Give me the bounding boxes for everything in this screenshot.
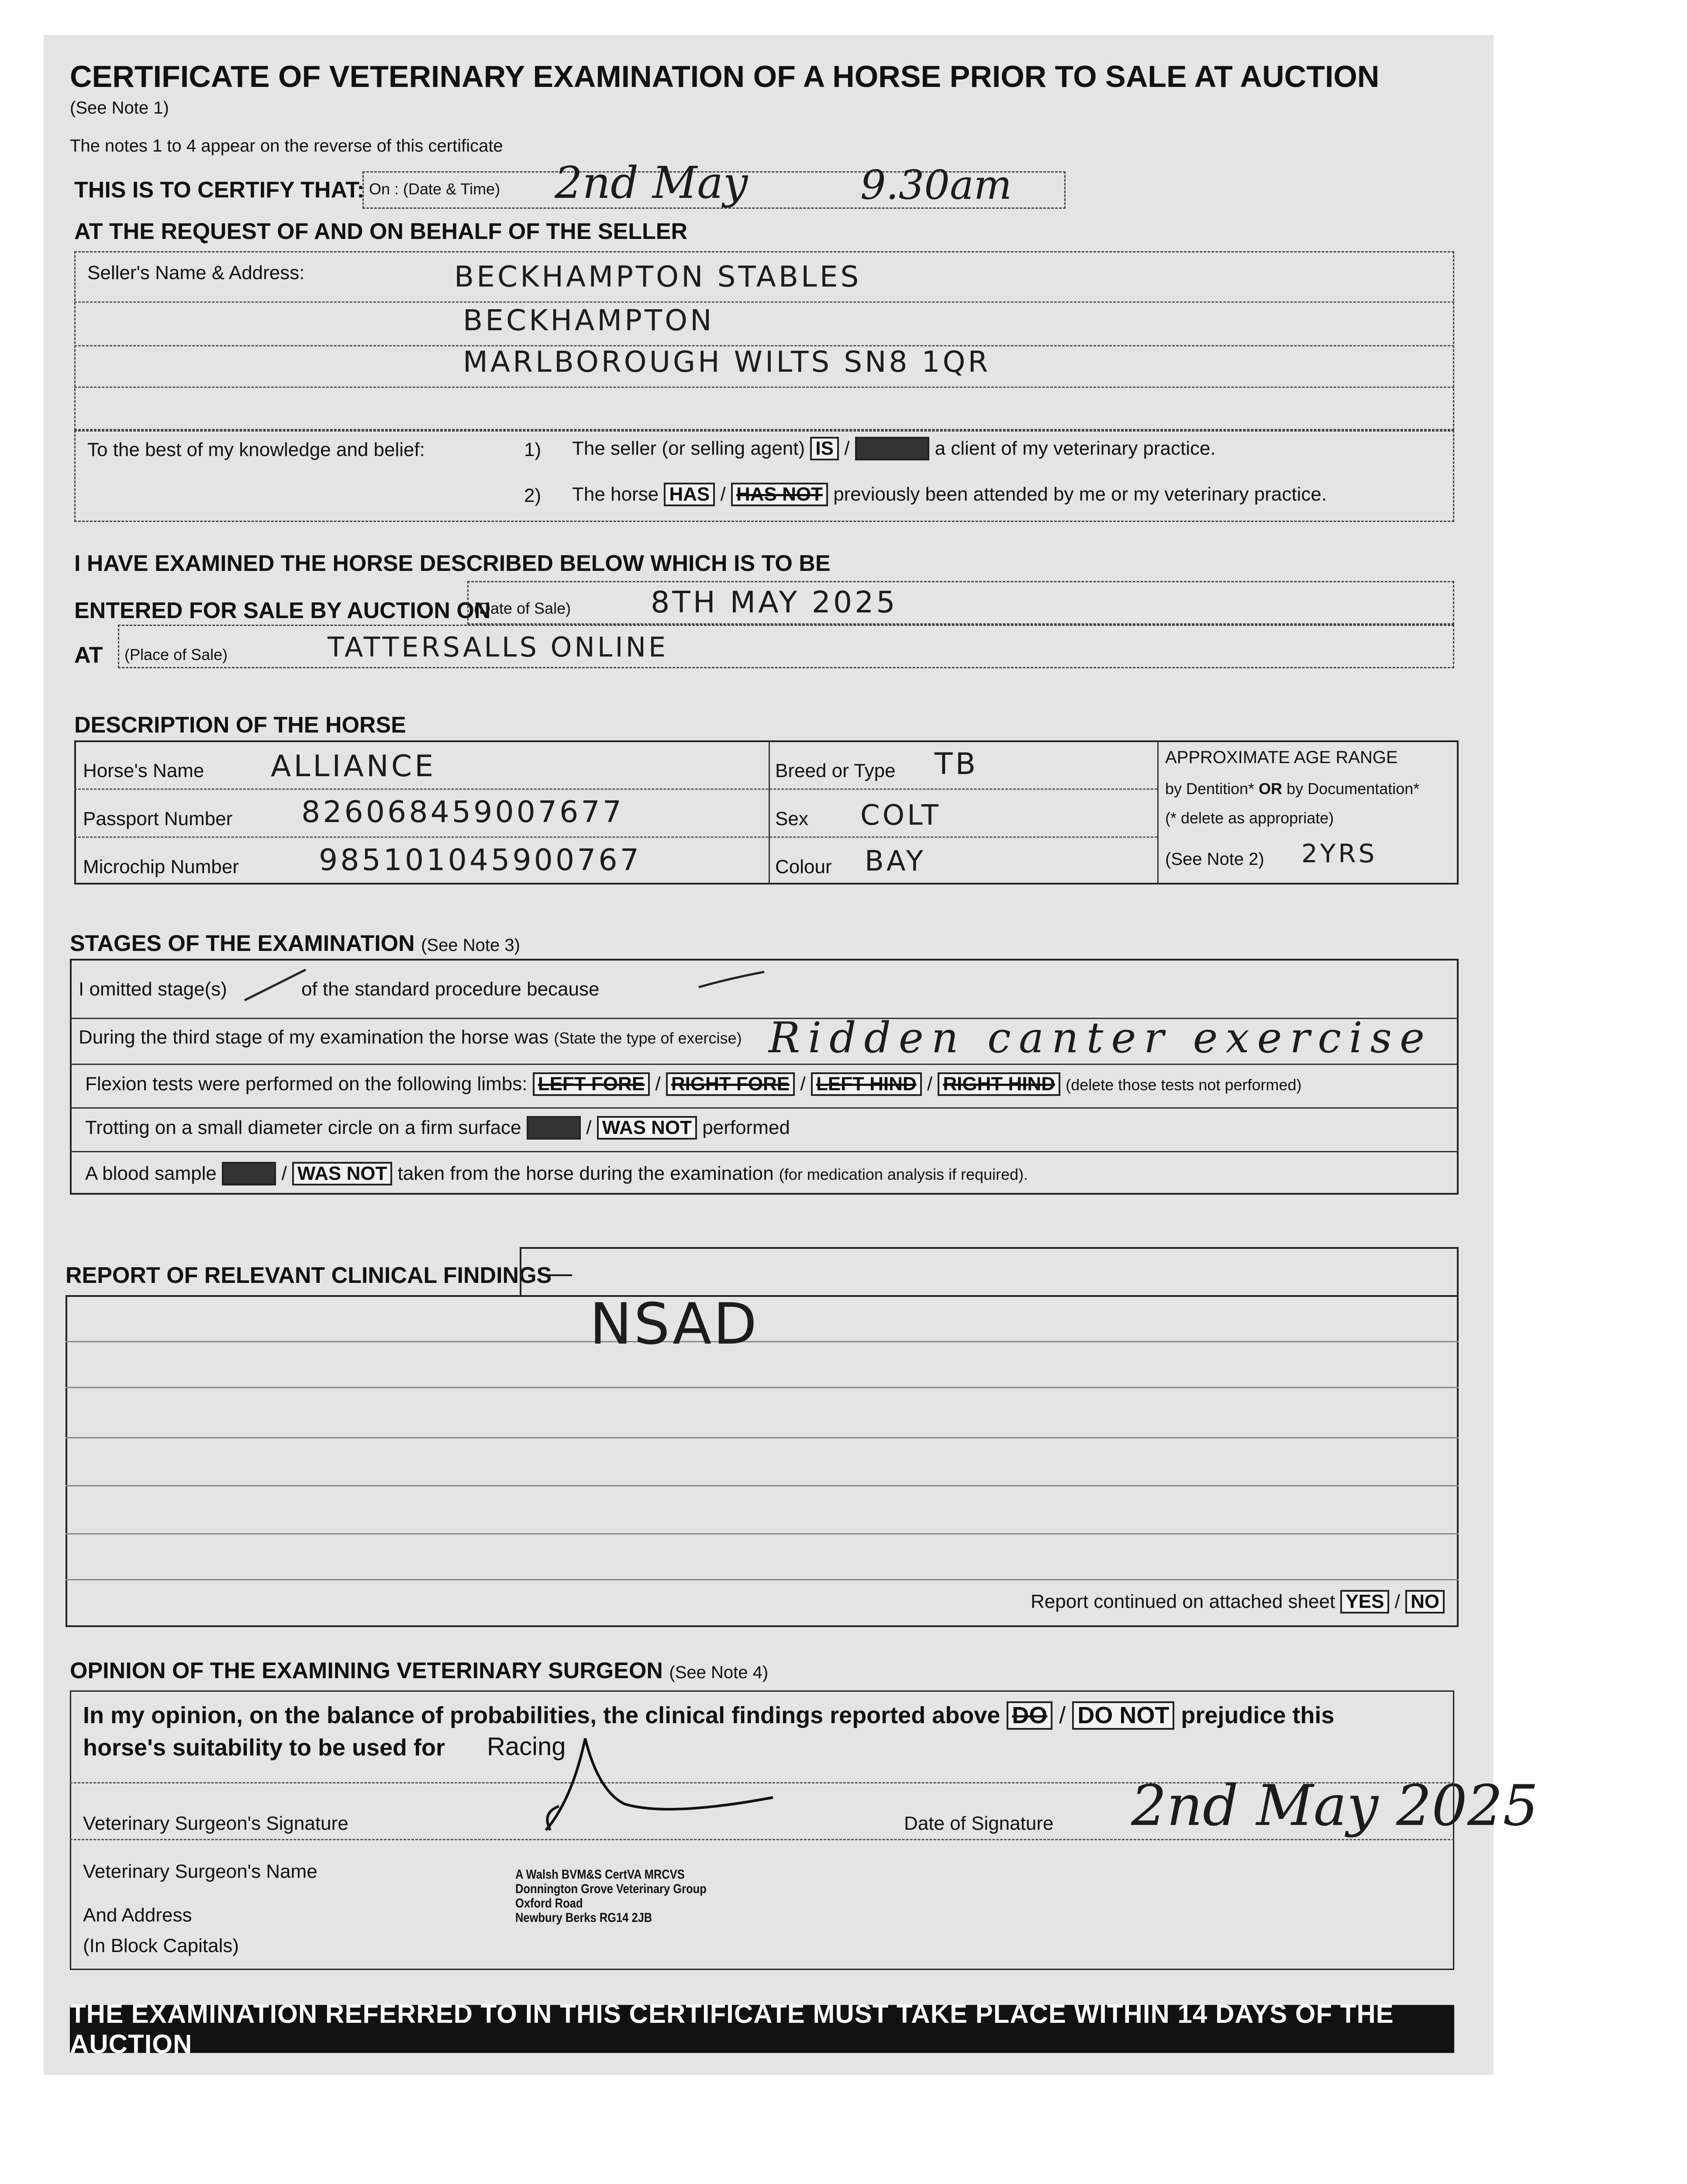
seller-client-post: a client of my veterinary practice. (935, 438, 1216, 459)
date-of-sale-label: (Date of Sale) (474, 599, 571, 617)
entered-label: ENTERED FOR SALE BY AUCTION ON (74, 598, 491, 623)
certificate-title: CERTIFICATE OF VETERINARY EXAMINATION OF A HORSE PRIOR TO SALE AT AUCTION (70, 59, 1380, 93)
horse-has-not-option-struck: HAS NOT (731, 483, 828, 506)
trotting-label: Trotting on a small diameter circle on a firm surface (85, 1117, 521, 1138)
examined-line: I HAVE EXAMINED THE HORSE DESCRIBED BELOW WHICH IS TO BE (74, 551, 831, 576)
seller-label: Seller's Name & Address: (87, 262, 305, 283)
flexion-right-hind-struck: RIGHT HIND (938, 1072, 1060, 1096)
third-stage-hint: (State the type of exercise) (554, 1029, 742, 1047)
exam-time-value: 9.30am (860, 162, 1012, 208)
breed-label: Breed or Type (775, 760, 896, 781)
certify-label: THIS IS TO CERTIFY THAT: (74, 177, 365, 203)
item-1-number: 1) (524, 439, 542, 460)
blood-sample-note: (for medication analysis if required). (779, 1165, 1028, 1183)
trotting-was-option-struck: WAS (527, 1116, 581, 1140)
horse-attended-pre: The horse (572, 484, 659, 505)
clinical-findings-value: NSAD (590, 1291, 759, 1357)
third-stage-line (79, 1026, 742, 1048)
opinion-heading: OPINION OF THE EXAMINING VETERINARY SURGEON (70, 1658, 663, 1683)
report-continued-line: Report continued on attached sheet YES / NO (1031, 1590, 1445, 1614)
blood-was-not-option: WAS NOT (292, 1162, 392, 1185)
flexion-right-fore-struck: RIGHT FORE (666, 1072, 795, 1096)
seller-line-3: MARLBOROUGH WILTS SN8 1QR (463, 345, 991, 379)
exam-date-value: 2nd May (555, 157, 748, 208)
report-continued-label: Report continued on attached sheet (1031, 1591, 1335, 1612)
age-delete-note: (* delete as appropriate) (1165, 809, 1334, 827)
microchip-label: Microchip Number (83, 856, 239, 878)
place-of-sale-label: (Place of Sale) (124, 646, 228, 663)
seller-is-not-option-struck: IS NOT (855, 437, 930, 460)
passport-value: 826068459007677 (301, 795, 624, 829)
breed-value: TB (935, 747, 979, 781)
address-label: And Address (83, 1904, 192, 1926)
stages-heading: STAGES OF THE EXAMINATION (70, 931, 415, 956)
stamp-line-4: Newbury Berks RG14 2JB (515, 1911, 652, 1925)
date-of-sale-value: 8TH MAY 2025 (651, 585, 898, 620)
trotting-post: performed (702, 1117, 790, 1138)
age-value: 2YRS (1301, 839, 1377, 868)
seller-line-1: BECKHAMPTON STABLES (454, 260, 862, 294)
block-capitals-label: (In Block Capitals) (83, 1935, 239, 1956)
report-dash: — (546, 1258, 572, 1288)
seller-is-option: IS (810, 437, 839, 460)
blood-sample-line: A blood sample WAS / WAS NOT taken from the horse during the examination (for medication analysis if required). (85, 1162, 1028, 1185)
at-label: AT (74, 643, 103, 668)
flexion-left-fore-struck: LEFT FORE (533, 1072, 650, 1096)
sex-value: COLT (860, 799, 941, 832)
flexion-note: (delete those tests not performed) (1066, 1076, 1302, 1094)
footer-banner: THE EXAMINATION REFERRED TO IN THIS CERTIFICATE MUST TAKE PLACE WITHIN 14 DAYS OF THE AUCTION (70, 2005, 1454, 2053)
third-stage-value: Ridden canter exercise (769, 1013, 1432, 1062)
flexion-label: Flexion tests were performed on the following limbs: (85, 1073, 528, 1095)
opinion-statement-post: prejudice this (1181, 1702, 1335, 1728)
colour-label: Colour (775, 856, 832, 878)
microchip-value: 985101045900767 (319, 843, 642, 878)
vet-name-label: Veterinary Surgeon's Name (83, 1861, 317, 1882)
trotting-line: Trotting on a small diameter circle on a firm surface WAS / WAS NOT performed (85, 1116, 790, 1140)
opinion-statement-line-1: In my opinion, on the balance of probabilities, the clinical findings reported above DO / DO NOT prejudice this (83, 1701, 1334, 1730)
opinion-heading-line (70, 1658, 768, 1684)
date-of-sale-box (467, 581, 1454, 625)
stamp-line-1: A Walsh BVM&S CertVA MRCVS (515, 1867, 685, 1882)
opinion-statement-pre: In my opinion, on the balance of probabilities, the clinical findings reported above (83, 1702, 1000, 1728)
seller-client-pre: The seller (or selling agent) (572, 438, 805, 459)
blood-was-option-struck: WAS (222, 1162, 276, 1185)
report-heading: REPORT OF RELEVANT CLINICAL FINDINGS (66, 1263, 552, 1288)
stages-see-note: (See Note 3) (421, 936, 520, 955)
opinion-do-option-struck: DO (1007, 1701, 1052, 1730)
stamp-line-3: Oxford Road (515, 1896, 583, 1911)
horse-attended-post: previously been attended by me or my veterinary practice. (833, 484, 1327, 505)
stages-heading-line (70, 930, 520, 957)
report-yes-option: YES (1340, 1590, 1389, 1614)
omitted-stages-pre: I omitted stage(s) (79, 978, 227, 1000)
see-note-1: (See Note 1) (70, 98, 169, 117)
seller-client-statement: The seller (or selling agent) IS / IS NOT a client of my veterinary practice. (572, 437, 1216, 460)
colour-value: BAY (865, 845, 926, 878)
age-note-label: (See Note 2) (1165, 850, 1264, 869)
flexion-left-hind-struck: LEFT HIND (811, 1072, 922, 1096)
omitted-stages-post: of the standard procedure because (301, 978, 600, 1000)
notes-line: The notes 1 to 4 appear on the reverse of this certificate (70, 136, 503, 156)
stamp-line-2: Donnington Grove Veterinary Group (515, 1882, 707, 1896)
description-heading: DESCRIPTION OF THE HORSE (74, 712, 406, 738)
knowledge-label: To the best of my knowledge and belief: (87, 439, 425, 460)
on-date-time-label: On : (Date & Time) (369, 180, 500, 198)
vet-practice-stamp (515, 1867, 707, 1925)
date-of-signature-value: 2nd May 2025 (1131, 1773, 1539, 1838)
signature-label: Veterinary Surgeon's Signature (83, 1813, 348, 1834)
blood-sample-label: A blood sample (85, 1163, 217, 1184)
age-range-heading: APPROXIMATE AGE RANGE (1165, 748, 1398, 767)
blood-sample-post: taken from the horse during the examination (397, 1163, 774, 1184)
date-of-signature-label: Date of Signature (904, 1813, 1054, 1834)
opinion-see-note: (See Note 4) (669, 1663, 769, 1682)
intended-use-value: Racing (487, 1732, 566, 1761)
report-box (66, 1295, 1459, 1627)
omitted-stage-dash-mark (240, 965, 310, 1005)
horse-has-option: HAS (664, 483, 715, 506)
omitted-reason-dash-mark (694, 968, 769, 994)
trotting-was-not-option: WAS NOT (597, 1116, 697, 1140)
horse-name-label: Horse's Name (83, 760, 204, 781)
item-2-number: 2) (524, 485, 542, 506)
third-stage-label: During the third stage of my examination the horse was (79, 1026, 549, 1048)
report-no-option: NO (1405, 1590, 1445, 1614)
sex-label: Sex (775, 808, 808, 829)
flexion-line: Flexion tests were performed on the following limbs: LEFT FORE / RIGHT FORE / LEFT HIND / RIGHT HIND (delete those tests not performed) (85, 1072, 1302, 1096)
horse-name-value: ALLIANCE (271, 749, 436, 784)
horse-attended-statement: The horse HAS / HAS NOT previously been attended by me or my veterinary practice. (572, 483, 1327, 506)
report-heading-box (520, 1247, 1459, 1295)
opinion-statement-line-2: horse's suitability to be used for (83, 1735, 445, 1761)
place-of-sale-box (118, 625, 1454, 668)
passport-label: Passport Number (83, 808, 233, 829)
age-method: by Dentition* OR by Documentation* (1165, 780, 1420, 798)
seller-line-2: BECKHAMPTON (463, 304, 714, 337)
request-line: AT THE REQUEST OF AND ON BEHALF OF THE SELLER (74, 219, 687, 244)
opinion-do-not-option: DO NOT (1072, 1701, 1174, 1730)
veterinary-signature-mark (511, 1712, 817, 1843)
place-of-sale-value: TATTERSALLS ONLINE (328, 631, 669, 663)
